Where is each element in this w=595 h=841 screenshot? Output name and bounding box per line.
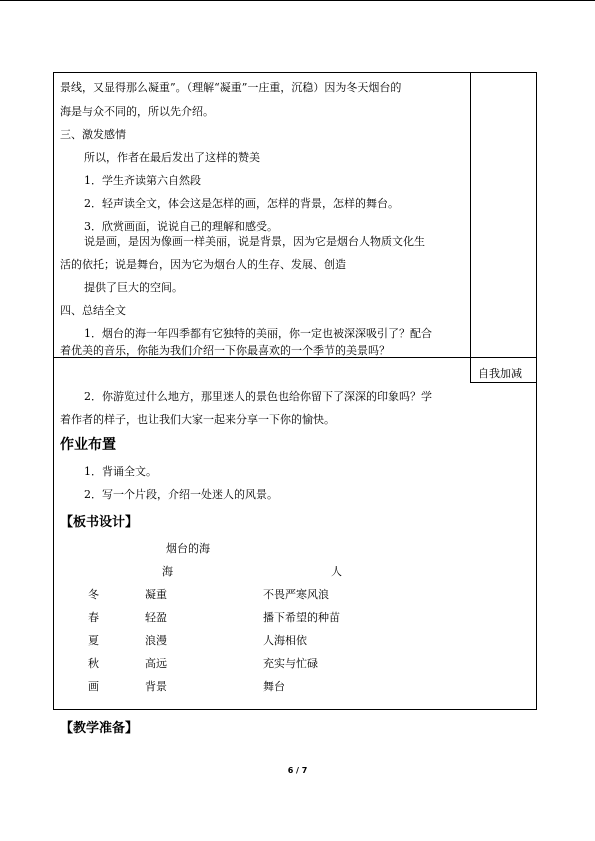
lesson-text-line: 3．欣赏画面，说说自己的理解和感受。 xyxy=(84,220,278,233)
lesson-text-line: 所以，作者在最后发出了这样的赞美 xyxy=(84,151,260,164)
board-sea-trait: 高远 xyxy=(145,657,167,670)
board-season: 冬 xyxy=(88,588,99,601)
board-sea-trait: 轻盈 xyxy=(145,611,167,624)
lesson-text-line: 提供了巨大的空间。 xyxy=(84,281,183,294)
board-subject: 烟台的海 xyxy=(166,542,210,555)
board-people-trait: 人海相依 xyxy=(263,634,307,647)
table-border-left xyxy=(53,72,54,710)
board-season: 春 xyxy=(88,611,99,624)
table-border-top xyxy=(53,72,537,73)
board-people-trait: 舞台 xyxy=(263,680,285,693)
lesson-text-line: 海是与众不同的，所以先介绍。 xyxy=(60,105,214,118)
lesson-text-line: 着作者的样子，也让我们大家一起来分享一下你的愉快。 xyxy=(60,413,335,426)
table-border-right xyxy=(536,72,537,710)
board-people-trait: 充实与忙碌 xyxy=(263,657,318,670)
board-column-sea: 海 xyxy=(162,565,173,578)
lesson-text-line: 2．你游览过什么地方，那里迷人的景色也给你留下了深深的印象吗？学 xyxy=(84,390,432,403)
lesson-text-line: 2．轻声读全文，体会这是怎样的画，怎样的背景，怎样的舞台。 xyxy=(84,197,399,210)
page-number: 6 / 7 xyxy=(287,766,308,775)
board-season: 夏 xyxy=(88,634,99,647)
table-border-bottom xyxy=(53,709,537,710)
lesson-text-line: 1．学生齐读第六自然段 xyxy=(84,174,201,187)
lesson-text-line: 说是画，是因为像画一样美丽，说是背景，因为它是烟台人物质文化生 xyxy=(84,235,425,248)
homework-item: 1．背诵全文。 xyxy=(84,465,157,478)
lesson-text-line: 景线，又显得那么凝重”。（理解“凝重”一庄重，沉稳）因为冬天烟台的 xyxy=(60,81,402,94)
section-heading: 三、激发感情 xyxy=(60,128,126,141)
header-rule xyxy=(0,0,595,1)
lesson-text-line: 着优美的音乐，你能为我们介绍一下你最喜欢的一个季节的美景吗？ xyxy=(60,344,390,357)
section-heading: 四、总结全文 xyxy=(60,304,126,317)
board-sea-trait: 浪漫 xyxy=(145,634,167,647)
board-season: 画 xyxy=(88,680,99,693)
teaching-prep-heading: 【教学准备】 xyxy=(60,721,139,736)
lesson-text-line: 活的依托；说是舞台，因为它为烟台人的生存、发展、创造 xyxy=(60,258,346,271)
board-people-trait: 播下希望的种苗 xyxy=(263,611,340,624)
homework-item: 2．写一个片段，介绍一处迷人的风景。 xyxy=(84,488,278,501)
board-column-people: 人 xyxy=(331,565,342,578)
homework-heading: 作业布置 xyxy=(60,437,116,453)
board-design-heading: 【板书设计】 xyxy=(60,515,139,530)
board-sea-trait: 背景 xyxy=(145,680,167,693)
board-season: 秋 xyxy=(88,657,99,670)
board-sea-trait: 凝重 xyxy=(145,588,167,601)
side-column-label: 自我加减 xyxy=(478,367,522,380)
lesson-text-line: 1．烟台的海一年四季都有它独特的美丽，你一定也被深深吸引了？配合 xyxy=(84,327,432,340)
row-divider-right xyxy=(470,382,537,383)
board-people-trait: 不畏严寒风浪 xyxy=(263,588,329,601)
row-divider xyxy=(53,357,537,358)
